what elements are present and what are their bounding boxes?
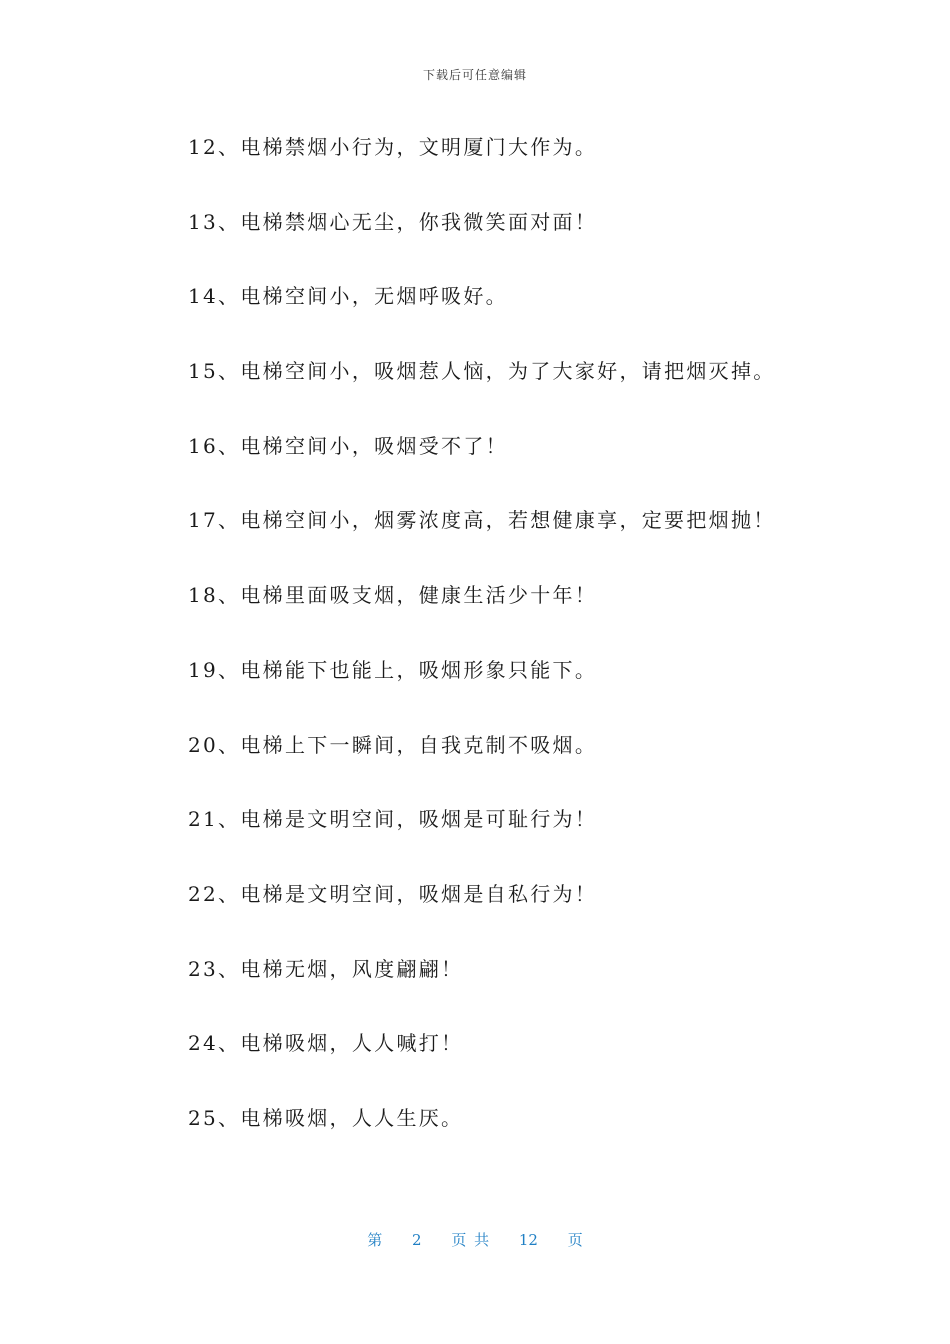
list-item: 12、电梯禁烟小行为，文明厦门大作为。 xyxy=(188,135,598,159)
list-item: 23、电梯无烟，风度翩翩！ xyxy=(188,956,464,981)
page-footer xyxy=(0,1229,950,1250)
list-item: 22、电梯是文明空间，吸烟是自私行为！ xyxy=(188,881,598,906)
list-item: 15、电梯空间小，吸烟惹人恼，为了大家好，请把烟灭掉。 xyxy=(188,359,776,384)
page-footer-suffix: 页 xyxy=(567,1231,583,1249)
list-item: 17、电梯空间小，烟雾浓度高，若想健康享，定要把烟抛！ xyxy=(188,508,776,533)
list-item: 21、电梯是文明空间，吸烟是可耻行为！ xyxy=(188,807,598,832)
page-number-total: 12 xyxy=(518,1231,538,1249)
page-footer-middle: 页 共 xyxy=(451,1231,490,1249)
list-item: 16、电梯空间小，吸烟受不了！ xyxy=(188,433,508,458)
list-item: 24、电梯吸烟，人人喊打！ xyxy=(188,1031,464,1056)
list-item: 25、电梯吸烟，人人生厌。 xyxy=(188,1105,464,1130)
list-item: 18、电梯里面吸支烟，健康生活少十年！ xyxy=(188,583,598,608)
list-item: 13、电梯禁烟心无尘，你我微笑面对面！ xyxy=(188,209,598,234)
list-item: 20、电梯上下一瞬间，自我克制不吸烟。 xyxy=(188,732,598,757)
list-item: 19、电梯能下也能上，吸烟形象只能下。 xyxy=(188,657,598,682)
slogan-list xyxy=(188,131,888,1177)
page-header: 下载后可任意编辑 xyxy=(422,68,527,82)
page-number-current: 2 xyxy=(412,1231,422,1249)
page-footer-prefix: 第 xyxy=(367,1231,383,1249)
list-item: 14、电梯空间小，无烟呼吸好。 xyxy=(188,284,508,309)
